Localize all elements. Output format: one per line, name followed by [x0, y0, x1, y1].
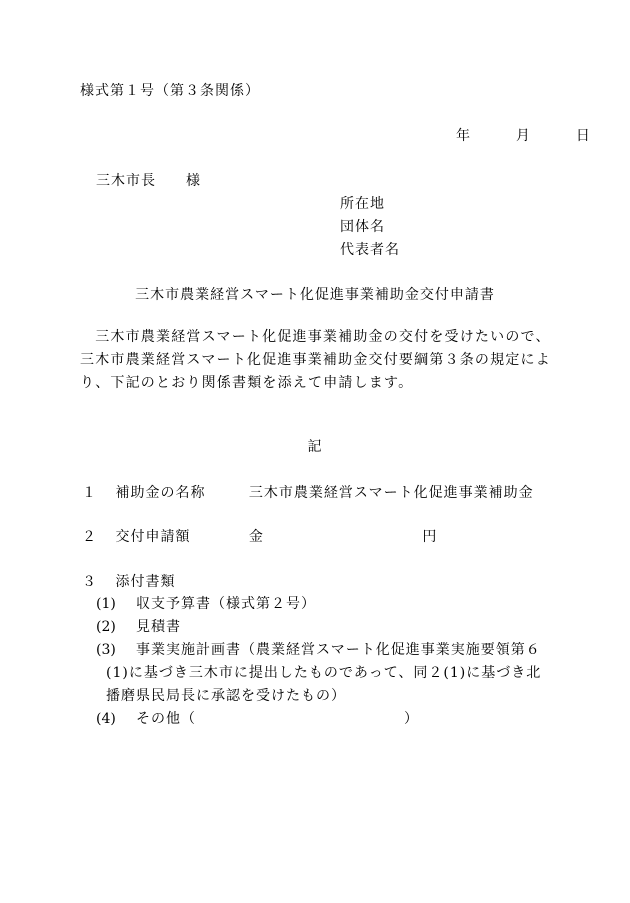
item-1-number: １	[82, 485, 97, 501]
attachment-4	[96, 708, 419, 731]
item-1	[82, 482, 534, 502]
attachment-3-line	[96, 639, 576, 662]
body-line: 三木市農業経営スマート化促進事業補助金交付要綱第３条の規定によ	[80, 352, 551, 368]
item-2-kin: 金	[248, 529, 264, 545]
item-2	[82, 526, 437, 546]
attachment-2-text: 見積書	[136, 619, 181, 635]
body-paragraph	[80, 326, 570, 395]
attachment-4-close: ）	[404, 711, 419, 727]
body-line: り、下記のとおり関係書類を添えて申請します。	[80, 375, 414, 391]
date-day: 日	[575, 128, 591, 144]
form-number: 様式第１号（第３条関係）	[80, 83, 260, 99]
applicant-org-label: 団体名	[340, 219, 385, 235]
applicant-address-label: 所在地	[340, 196, 385, 212]
document-title: 三木市農業経営スマート化促進事業補助金交付申請書	[135, 287, 495, 303]
attachment-3-line: (1)に基づき三木市に提出したものであって、同２(1)に基づき北	[106, 665, 542, 681]
attachment-1	[96, 593, 316, 616]
attachment-4-number: (4)	[96, 711, 116, 727]
date-year: 年	[456, 128, 471, 144]
attachment-2	[96, 616, 181, 639]
item-2-yen: 円	[422, 529, 438, 545]
attachment-3	[96, 639, 576, 708]
attachment-1-number: (1)	[96, 596, 116, 612]
date-month: 月	[515, 128, 531, 144]
attachment-3-text: 事業実施計画書（農業経営スマート化促進事業実施要領第６	[136, 642, 541, 658]
item-2-number: ２	[82, 529, 97, 545]
item-3-label: 添付書類	[115, 574, 176, 590]
item-1-label: 補助金の名称	[115, 485, 206, 501]
attachment-3-number: (3)	[96, 642, 116, 658]
addressee: 三木市長 様	[96, 173, 201, 189]
item-1-value: 三木市農業経営スマート化促進事業補助金	[248, 485, 534, 501]
attachment-3-line: 播磨県民局長に承認を受けたもの）	[106, 688, 346, 704]
attachment-2-number: (2)	[96, 619, 116, 635]
attachment-1-text: 収支予算書（様式第２号）	[136, 596, 316, 612]
item-3	[82, 571, 175, 591]
body-line: 三木市農業経営スマート化促進事業補助金の交付を受けたいので、	[80, 329, 551, 345]
ki-heading: 記	[307, 439, 323, 455]
applicant-rep-label: 代表者名	[340, 242, 400, 258]
item-3-number: ３	[82, 574, 97, 590]
date-line	[456, 125, 591, 145]
attachment-4-text: その他（	[136, 711, 196, 727]
item-2-label: 交付申請額	[115, 529, 191, 545]
